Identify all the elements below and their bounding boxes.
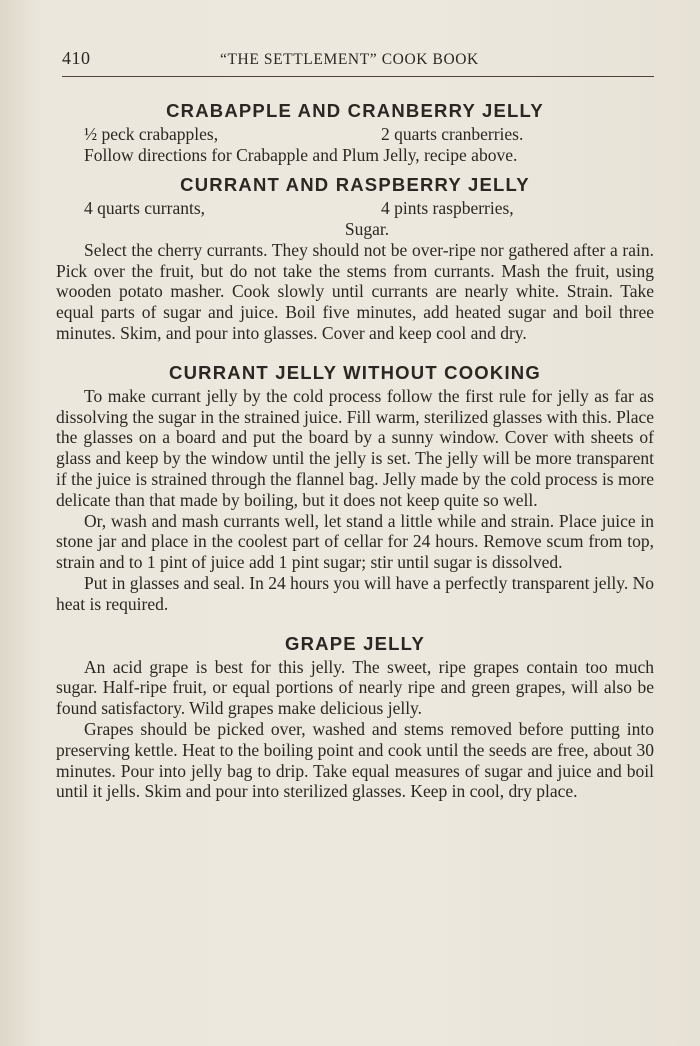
ingredient: 4 quarts currants, <box>84 197 206 218</box>
section-title: CURRANT JELLY WITHOUT COOKING <box>169 361 541 383</box>
ingredient-line <box>56 124 654 145</box>
paragraph: To make currant jelly by the cold process follow the first rule for jelly as far as dissolving the sugar in the strained juice. Fill warm, sterilized glasses with this. Place the glasses on a board and put the board by a sunny window. Cover with sheets of glass and keep by the window until the jelly is set. The jelly will be more transparent if the juice is strained through the flannel bag. Jelly made by the cold process is more delicate than that made by boiling, but it does not keep quite so well. <box>56 385 654 510</box>
ingredient: ½ peck crabapples, <box>84 124 219 144</box>
paragraph: Grapes should be picked over, washed and stems removed before putting into preserving kettle. Heat to the boiling point and cook until the seeds are free, about 30 minutes. Pour into jelly bag to drip. Take equal measures of sugar and juice and boil until it jells. Skim and pour into sterilized glasses. Keep in cool, dry place. <box>56 718 654 802</box>
paragraph: Select the cherry currants. They should not be over-ripe nor gathered after a rain. Pick over the fruit, but do not take the stems from currants. Mash the fruit, using wooden potato masher. Cook slowly until currants are nearly white. Strain. Take equal parts of sugar and juice. Boil five minutes, add heated sugar and boil three minutes. Skim, and pour into glasses. Cover and keep cool and dry. <box>56 239 654 343</box>
section-title: GRAPE JELLY <box>285 632 425 654</box>
paragraph: Follow directions for Crabapple and Plum Jelly, recipe above. <box>84 145 518 165</box>
paragraph: Put in glasses and seal. In 24 hours you will have a perfectly transparent jelly. No heat is required. <box>56 572 654 614</box>
paragraph: Or, wash and mash currants well, let stand a little while and strain. Place juice in stone jar and place in the coolest part of cellar for 24 hours. Remove scum from top, strain and to 1 pint of juice add 1 pint sugar; stir until sugar is dissolved. <box>56 510 654 573</box>
section-title: CURRANT AND RASPBERRY JELLY <box>180 173 530 195</box>
book-title: “THE SETTLEMENT” COOK BOOK <box>220 51 479 68</box>
ingredient: Sugar. <box>344 218 390 239</box>
section-title: CRABAPPLE AND CRANBERRY JELLY <box>166 100 544 121</box>
paragraph: An acid grape is best for this jelly. The sweet, ripe grapes contain too much sugar. Half-ripe fruit, or equal portions of nearly ripe and green grapes, will also be found satisfactory. Wild grapes make delicious jelly. <box>56 656 654 719</box>
header-rule <box>62 76 654 77</box>
page-content <box>56 98 654 802</box>
page-number: 410 <box>62 48 91 68</box>
ingredient: 2 quarts cranberries. <box>381 124 524 144</box>
running-head <box>62 48 654 72</box>
ingredient-line <box>56 198 654 219</box>
ingredient: 4 pints raspberries, <box>381 197 514 218</box>
